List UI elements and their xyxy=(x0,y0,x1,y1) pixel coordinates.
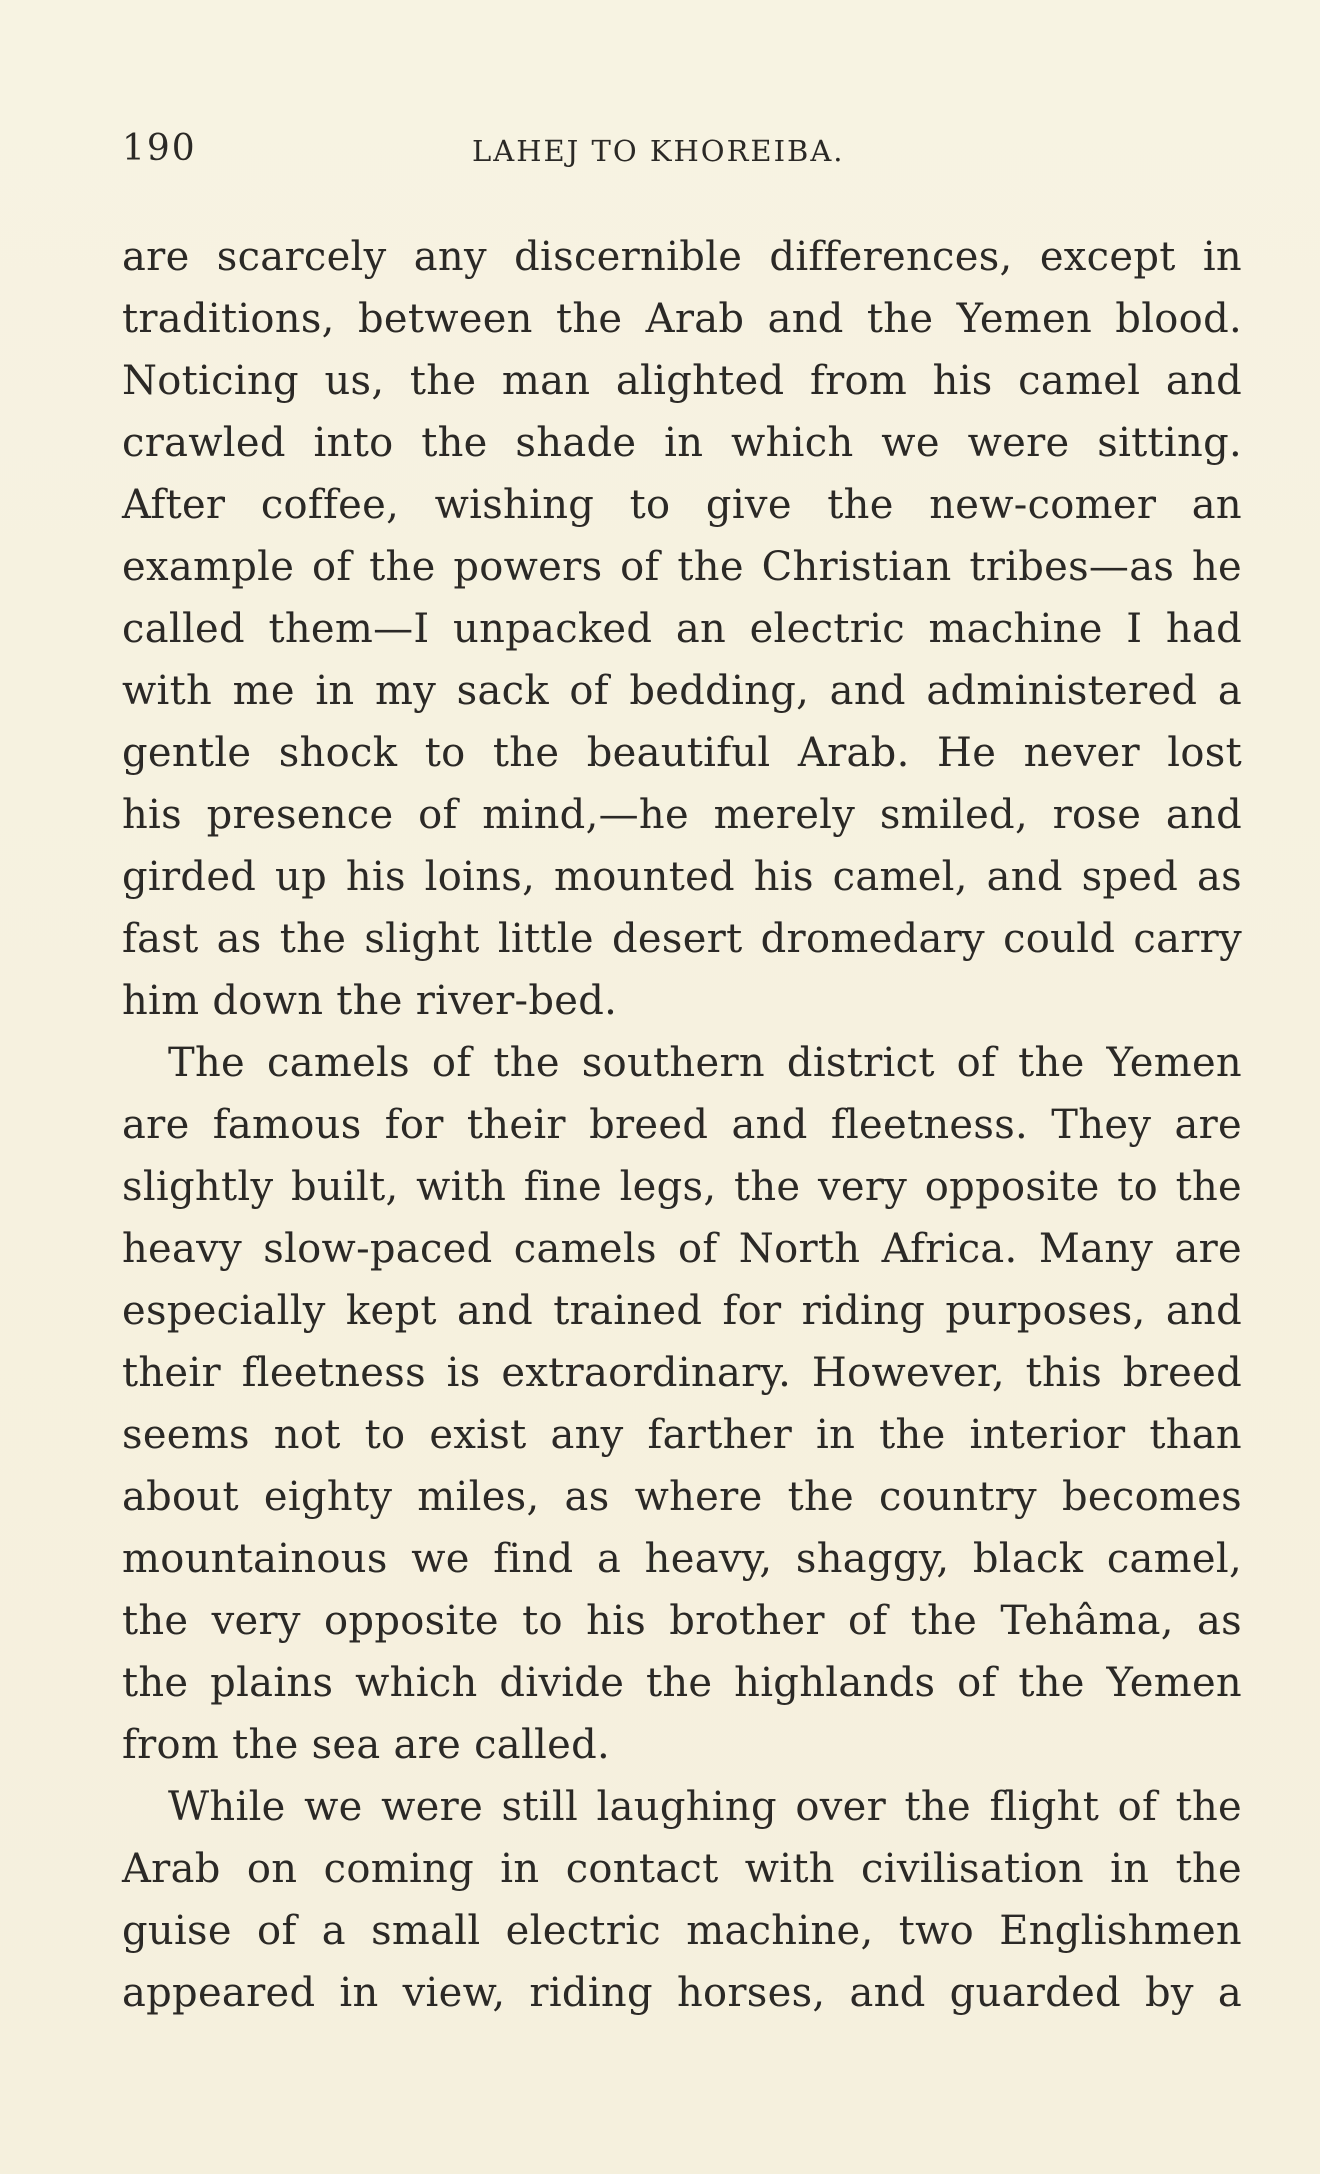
running-title: LAHEJ TO KHOREIBA. xyxy=(472,134,845,168)
text-line: their fleetness is extraordinary. However, this breed xyxy=(122,1350,1242,1396)
text-line: heavy slow-paced camels of North Africa. Many are xyxy=(122,1226,1242,1272)
text-line: from the sea are called. xyxy=(122,1722,611,1768)
text-line: After coffee, wishing to give the new-comer an xyxy=(122,482,1242,528)
text-line: the very opposite to his brother of the Tehâma, as xyxy=(122,1598,1242,1644)
text-line: While we were still laughing over the flight of the xyxy=(168,1784,1242,1830)
text-line: example of the powers of the Christian tribes—as he xyxy=(122,544,1242,590)
text-line: especially kept and trained for riding purposes, and xyxy=(122,1288,1242,1334)
text-line: slightly built, with fine legs, the very opposite to the xyxy=(122,1164,1242,1210)
text-line: are famous for their breed and fleetness. They are xyxy=(122,1102,1242,1148)
running-head xyxy=(122,128,1212,178)
text-line: are scarcely any discernible differences, except in xyxy=(122,234,1242,280)
text-line: The camels of the southern district of the Yemen xyxy=(168,1040,1242,1086)
text-line: girded up his loins, mounted his camel, and sped as xyxy=(122,854,1242,900)
body-text xyxy=(122,226,1242,2024)
text-line: the plains which divide the highlands of the Yemen xyxy=(122,1660,1242,1706)
text-line: guise of a small electric machine, two Englishmen xyxy=(122,1908,1242,1954)
text-line: mountainous we find a heavy, shaggy, black camel, xyxy=(122,1536,1242,1582)
text-line: gentle shock to the beautiful Arab. He never lost xyxy=(122,730,1242,776)
text-line: seems not to exist any farther in the interior than xyxy=(122,1412,1242,1458)
text-line: appeared in view, riding horses, and guarded by a xyxy=(122,1970,1242,2016)
text-line: about eighty miles, as where the country becomes xyxy=(122,1474,1242,1520)
text-line: crawled into the shade in which we were sitting. xyxy=(122,420,1242,466)
text-line: called them—I unpacked an electric machine I had xyxy=(122,606,1242,652)
text-line: Noticing us, the man alighted from his camel and xyxy=(122,358,1242,404)
page-number: 190 xyxy=(122,128,197,169)
text-line: him down the river-bed. xyxy=(122,978,618,1024)
text-line: traditions, between the Arab and the Yemen blood. xyxy=(122,296,1242,342)
text-line: his presence of mind,—he merely smiled, rose and xyxy=(122,792,1242,838)
text-line: fast as the slight little desert dromedary could carry xyxy=(122,916,1242,962)
text-line: Arab on coming in contact with civilisation in the xyxy=(122,1846,1242,1892)
text-line: with me in my sack of bedding, and administered a xyxy=(122,668,1242,714)
